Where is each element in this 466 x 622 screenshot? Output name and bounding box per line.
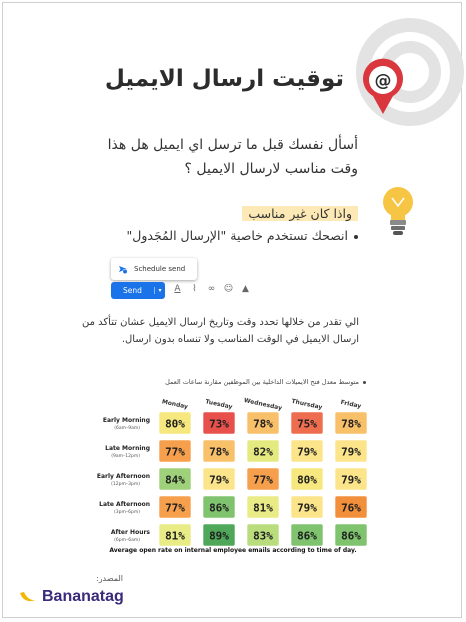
heatmap-cell-value: 78% — [253, 417, 273, 431]
row-sublabel: (6am–9am) — [114, 426, 140, 431]
row-sublabel: (3pm–6pm) — [114, 510, 140, 515]
heatmap-cell-value: 79% — [341, 445, 361, 459]
link-icon[interactable]: ∞ — [207, 284, 216, 294]
heatmap-cell-value: 79% — [341, 473, 361, 487]
heatmap-cell-value: 79% — [297, 445, 317, 459]
row-label: Late Morning — [105, 445, 150, 452]
lightbulb-icon — [380, 184, 416, 238]
row-label: After Hours — [110, 529, 150, 536]
heatmap-cell-value: 79% — [297, 501, 317, 515]
bullet-text: انصحك تستخدم خاصية "الإرسال المُجَدول" — [126, 228, 348, 243]
heatmap-cell-value: 78% — [209, 445, 229, 459]
bananatag-logo — [18, 588, 124, 606]
heatmap-cell-value: 76% — [341, 501, 361, 515]
chart-caption: Average open rate on internal employee emails according to time of day. — [109, 547, 357, 554]
emoji-icon[interactable]: ☺ — [223, 284, 234, 294]
bullet-dot — [363, 381, 366, 384]
compose-toolbar — [172, 284, 251, 295]
open-rate-heatmap — [96, 386, 386, 548]
heatmap-cell-value: 77% — [165, 445, 185, 459]
attach-icon[interactable]: ⌇ — [192, 284, 197, 294]
heatmap-cell-value: 75% — [297, 417, 317, 431]
logo-text: Bananatag — [42, 588, 124, 605]
at-sign-pin-icon — [361, 58, 405, 116]
column-label-thursday: Thursday — [290, 397, 323, 412]
heatmap-cell-value: 84% — [165, 473, 185, 487]
drive-icon[interactable]: ▲ — [242, 284, 249, 294]
row-label: Early Morning — [102, 417, 150, 424]
send-options-arrow-icon[interactable]: ▾ — [154, 287, 165, 294]
format-icon[interactable]: A — [174, 284, 181, 294]
heatmap-cell-value: 77% — [253, 473, 273, 487]
schedule-send-icon — [118, 264, 128, 274]
heatmap-cell-value: 86% — [341, 529, 361, 543]
heatmap-cell-value: 81% — [253, 501, 273, 515]
column-label-monday: Monday — [161, 398, 189, 411]
heatmap-cell-value: 89% — [209, 529, 229, 543]
column-label-friday: Friday — [339, 398, 362, 411]
heatmap-cell-value: 86% — [297, 529, 317, 543]
question-text: أسأل نفسك قبل ما ترسل اي ايميل هل هذا وقت مناسب لارسال الايميل ؟ — [107, 137, 358, 177]
source-label: المصدر: — [96, 574, 123, 583]
heatmap-cell-value: 80% — [297, 473, 317, 487]
heatmap-cell-value: 82% — [253, 445, 273, 459]
send-button[interactable] — [111, 282, 165, 299]
description-paragraph: الي تقدر من خلالها تحدد وقت وتاريخ ارسال الايميل عشان تتأكد من ارسال الايميل في الوقت المناسب ولا تنساه بدون ارسال. — [81, 317, 359, 345]
chart-title-text: متوسط معدل فتح الايميلات الداخلية بين الموظفين مقارنة ساعات العمل — [165, 378, 359, 386]
send-label: Send — [123, 286, 142, 295]
banana-icon — [18, 589, 38, 605]
row-sublabel: (6pm–6am) — [114, 538, 140, 543]
column-label-tuesday: Tuesday — [204, 398, 234, 411]
heatmap-cell-value: 77% — [165, 501, 185, 515]
row-label: Early Afternoon — [96, 473, 150, 480]
heatmap-cell-value: 83% — [253, 529, 273, 543]
chart-title — [165, 378, 366, 386]
heatmap-cell-value: 79% — [209, 473, 229, 487]
heatmap-cell-value: 81% — [165, 529, 185, 543]
row-label: Late Afternoon — [99, 501, 150, 508]
bullet-item — [127, 228, 358, 243]
heatmap-cell-value: 80% — [165, 417, 185, 431]
schedule-send-label: Schedule send — [134, 265, 186, 273]
row-sublabel: (12pm–3pm) — [111, 482, 140, 487]
row-sublabel: (9am–12pm) — [111, 454, 140, 459]
heatmap-cell-value: 86% — [209, 501, 229, 515]
highlight-text: واذا كان غير مناسب — [242, 206, 358, 221]
heatmap-cell-value: 78% — [341, 417, 361, 431]
svg-text:@: @ — [374, 71, 392, 91]
heatmap-cell-value: 73% — [209, 417, 229, 431]
page-title: توقيت ارسال الايميل — [104, 66, 344, 92]
bullet-dot — [354, 235, 358, 239]
column-label-wednesday: Wednesday — [243, 397, 283, 412]
schedule-send-menu-item[interactable] — [111, 258, 197, 280]
